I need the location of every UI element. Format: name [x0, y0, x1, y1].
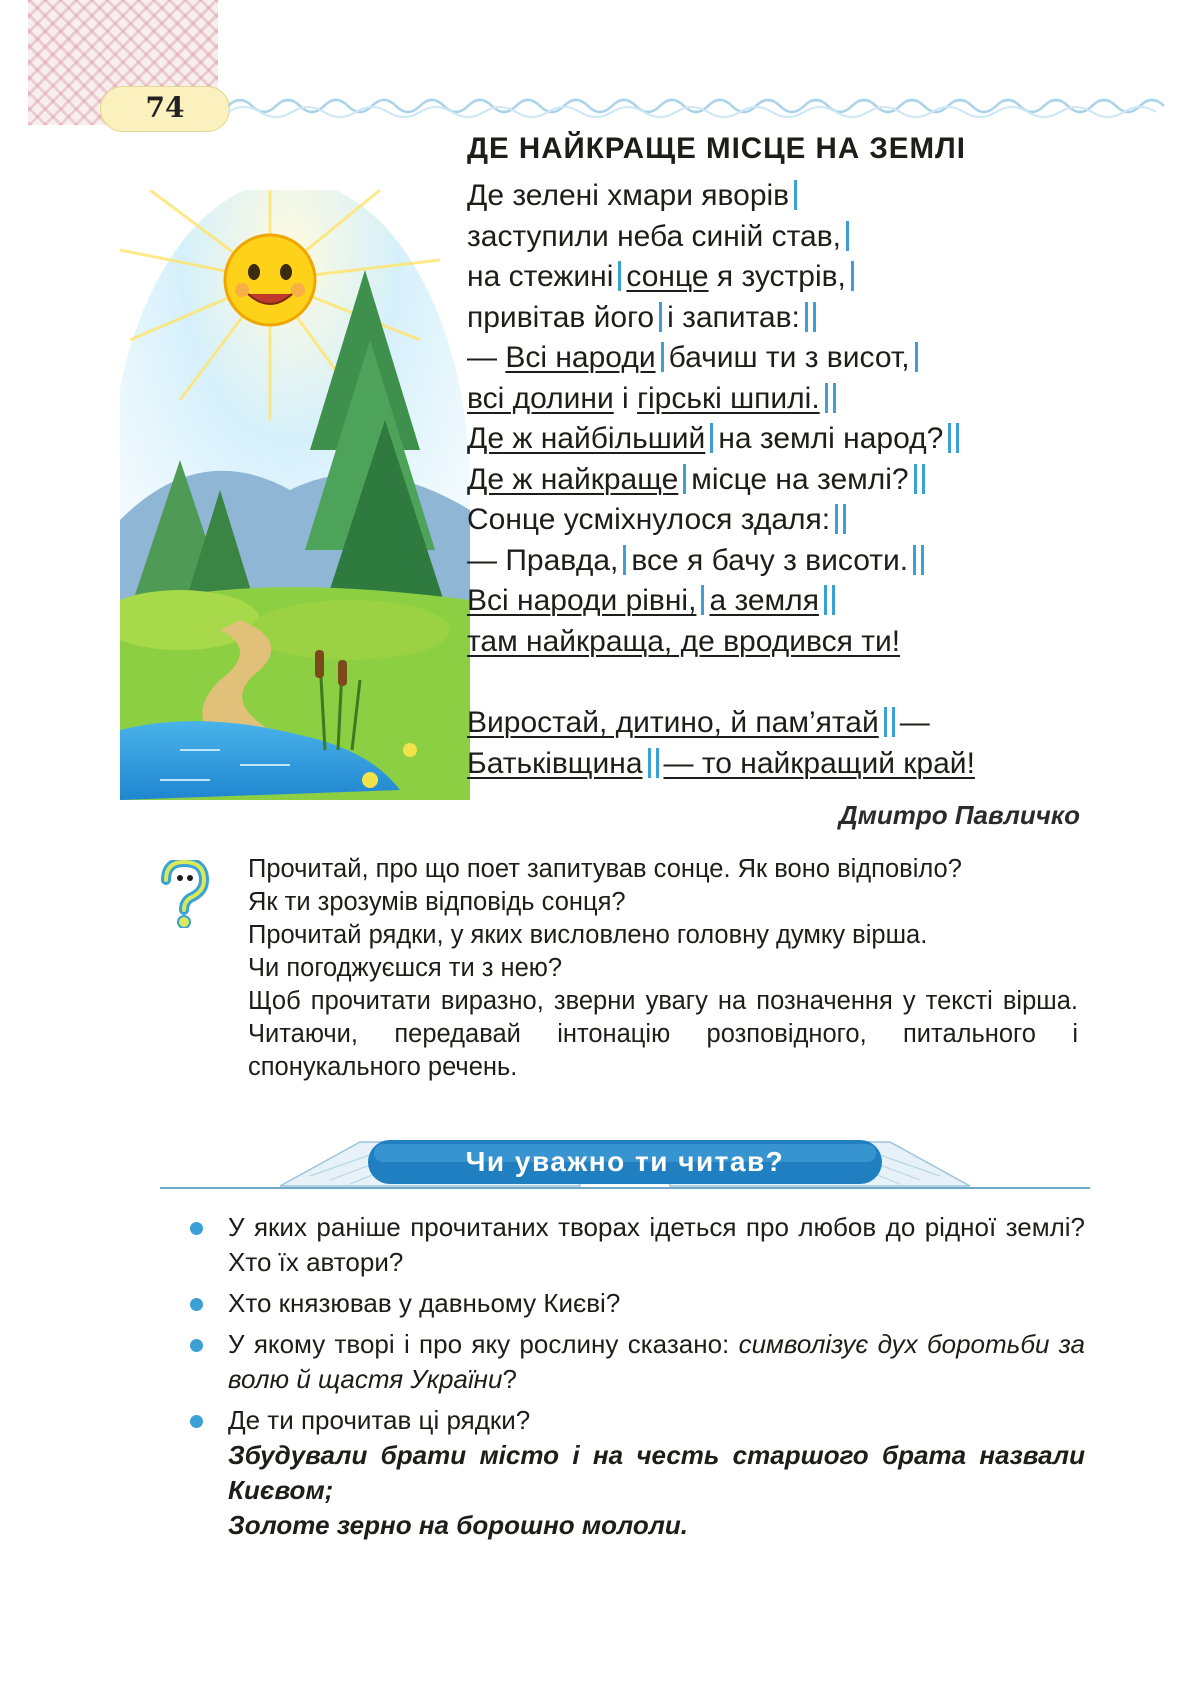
double-pause-mark: [805, 302, 816, 332]
poem-author: Дмитро Павличко: [838, 800, 1080, 830]
poem-line: я зустрів,: [708, 260, 846, 293]
poem-line: місце на землі?: [691, 462, 909, 496]
poem-word-underlined: Виростай, дитино, й пам’ятай: [467, 706, 879, 739]
question-item: Прочитай рядки, у яких висловлено головну думку вірша.: [248, 921, 928, 949]
poem-word-underlined: Де ж найбільший: [467, 422, 706, 455]
poem-line: на землі народ?: [718, 422, 944, 455]
poem-dash: —: [899, 706, 930, 739]
poem-stanza-1: [467, 176, 859, 338]
poem-line: заступили неба синій став,: [467, 219, 841, 253]
pause-mark: [623, 545, 626, 575]
poem-word-underlined: всі долини: [467, 381, 614, 415]
bullet-dot-icon: [190, 1339, 203, 1352]
page-number: 74: [145, 91, 185, 124]
pause-mark: [683, 464, 686, 494]
poem-word-underlined: Всі народи рівні,: [467, 584, 697, 617]
double-pause-mark: [884, 707, 895, 737]
question-item: Чи погоджуєшся ти з нею?: [248, 954, 563, 982]
poem-word-underlined: Батьківщина: [467, 746, 643, 780]
poem-line: і запитав:: [667, 300, 800, 334]
bullet-dot-icon: [190, 1415, 203, 1428]
review-questions-list: [190, 1210, 1085, 1549]
poem-word-underlined: гірські шпилі.: [637, 381, 820, 415]
poem-line: все я бачу з висоти.: [631, 543, 909, 577]
pause-mark: [915, 342, 918, 372]
double-pause-mark: [913, 545, 924, 575]
pause-mark: [661, 342, 664, 372]
poem-line: на стежині: [467, 260, 614, 293]
pause-mark: [851, 261, 854, 291]
list-item: Де ти прочитав ці рядки? Збудували брати місто і на честь старшого брата назвали Києвом; Золоте зерно на борошно мололи.: [190, 1403, 1085, 1543]
poem-word-underlined: Де ж найкраще: [467, 462, 679, 496]
sun-landscape-illustration: [120, 190, 470, 800]
poem-line: бачиш ти з висот,: [668, 341, 910, 374]
poem-word-underlined: — то найкращий край!: [663, 746, 975, 780]
pause-mark: [701, 585, 704, 615]
wave-ornament: [228, 88, 1173, 118]
question-item: Як ти зрозумів відповідь сонця?: [248, 888, 626, 916]
poem-word-underlined: а земля: [709, 584, 819, 617]
poem-title: ДЕ НАЙКРАЩЕ МІСЦЕ НА ЗЕМЛІ: [467, 132, 966, 165]
bullet-dot-icon: [190, 1298, 203, 1311]
poem-stanza-3: [467, 500, 929, 662]
pause-mark: [794, 180, 797, 210]
poem-line: Сонце усміхнулося здаля:: [467, 503, 831, 536]
double-pause-mark: [948, 423, 959, 453]
pause-mark: [659, 302, 662, 332]
double-pause-mark: [825, 383, 836, 413]
bullet-dot-icon: [190, 1222, 203, 1235]
question-item: Щоб прочитати виразно, зверни увагу на позначення у тексті вірша. Читаючи, передавай інтонацію розповідного, питального і спонукального речень.: [248, 987, 1078, 1081]
double-pause-mark: [835, 504, 846, 534]
list-item: У яких раніше прочитаних творах ідеться про любов до рідної землі? Хто їх автори?: [190, 1210, 1085, 1280]
poem-line: Де зелені хмари яворів: [467, 179, 790, 212]
poem-line: і: [613, 381, 638, 415]
quote-text: символізує дух боротьби за волю й щастя України: [228, 1329, 1085, 1394]
poem-word-underlined: там найкраща, де вродився ти!: [467, 624, 901, 658]
question-item: Прочитай, про що поет запитував сонце. Як воно відповіло?: [248, 855, 962, 883]
poem-stanza-2: [467, 338, 964, 500]
questions-block: [248, 853, 1078, 1084]
question-mark-icon: [158, 860, 210, 928]
quote-text: Збудували брати місто і на честь старшого брата назвали Києвом;: [228, 1440, 1085, 1505]
pause-mark: [846, 221, 849, 251]
page-number-badge: [100, 86, 230, 132]
poem-dash: —: [467, 341, 506, 374]
double-pause-mark: [914, 464, 925, 494]
section-title: Чи уважно ти читав?: [465, 1146, 785, 1177]
poem-word-underlined: сонце: [626, 260, 709, 293]
poem-line: привітав його: [467, 300, 655, 334]
pause-mark: [618, 261, 621, 291]
poem-word-underlined: Всі народи: [505, 341, 656, 374]
poem-stanza-4: [467, 703, 975, 784]
pause-mark: [710, 423, 713, 453]
poem-line: — Правда,: [467, 543, 619, 577]
section-divider: [160, 1187, 1090, 1189]
list-item: У якому творі і про яку рослину сказано: символізує дух боротьби за волю й щастя України?: [190, 1327, 1085, 1397]
double-pause-mark: [824, 585, 835, 615]
double-pause-mark: [648, 748, 659, 778]
quote-text: Золоте зерно на борошно мололи.: [228, 1510, 689, 1540]
list-item: Хто князював у давньому Києві?: [190, 1286, 1085, 1321]
